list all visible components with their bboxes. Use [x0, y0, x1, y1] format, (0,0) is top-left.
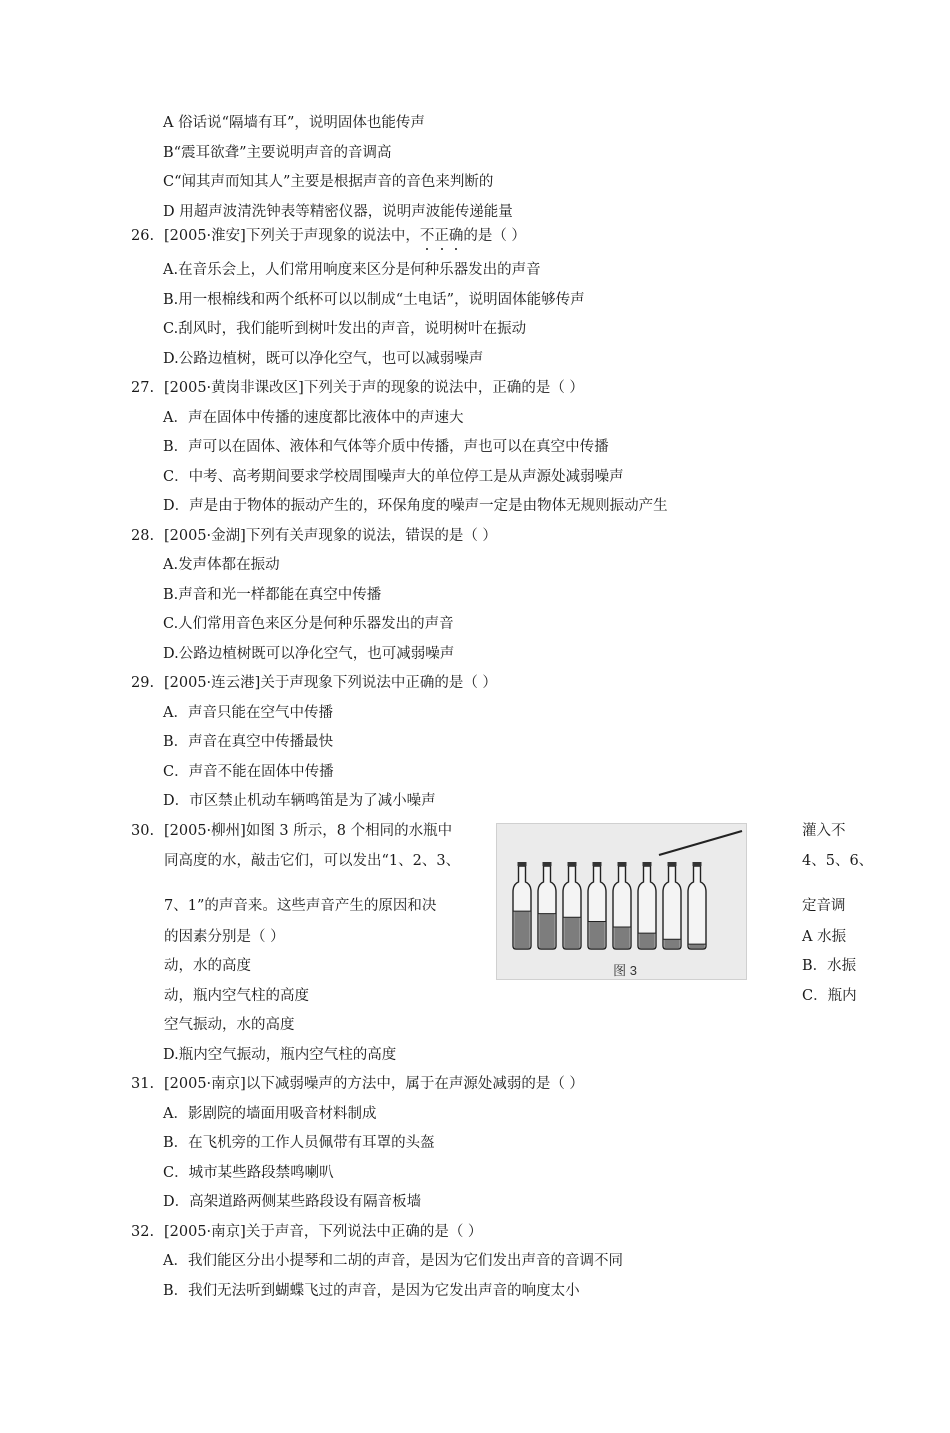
bottles-illustration [497, 824, 746, 979]
water-fill [539, 914, 555, 948]
q27-option-c: C．中考、高考期间要求学校周围噪声大的单位停工是从声源处减弱噪声 [163, 469, 624, 485]
q26-option-c: C.刮风时，我们能听到树叶发出的声音，说明树叶在振动 [163, 321, 527, 337]
q31-option-c: C．城市某些路段禁鸣喇叭 [163, 1165, 334, 1181]
q26-stem-post: 的是（ ） [463, 228, 526, 244]
q25-option-d: D 用超声波清洗钟表等精密仪器，说明声波能传递能量 [163, 204, 513, 220]
q30-line-4: 的因素分别是（ ） [164, 929, 285, 945]
emphasis-char: 确 [449, 225, 464, 247]
q30-right-2: 4、5、6、 [802, 853, 874, 869]
q29-option-b: B．声音在真空中传播最快 [163, 734, 334, 750]
q28-option-d: D.公路边植树既可以净化空气，也可减弱噪声 [163, 646, 455, 662]
q26-option-b: B.用一根棉线和两个纸杯可以以制成“土电话”，说明固体能够传声 [163, 292, 585, 308]
q32-stem: [2005·南京]关于声音，下列说法中正确的是（ ） [164, 1224, 483, 1240]
water-fill [639, 933, 655, 948]
bottle-lip [543, 862, 552, 866]
bottle [638, 862, 656, 949]
q28-option-b: B.声音和光一样都能在真空中传播 [163, 587, 382, 603]
bottle [588, 862, 606, 949]
bottle [538, 862, 556, 949]
q30-line-2: 同高度的水，敲击它们，可以发出“1、2、3、 [164, 853, 461, 869]
q30-line-1: [2005·柳州]如图 3 所示，8 个相同的水瓶中 [164, 823, 453, 839]
q28-option-c: C.人们常用音色来区分是何种乐器发出的声音 [163, 616, 454, 632]
q27-number: 27. [131, 380, 155, 396]
q30-right-3: 定音调 [802, 898, 846, 914]
water-fill [589, 922, 605, 948]
q29-stem: [2005·连云港]关于声现象下列说法中正确的是（ ） [164, 675, 497, 691]
q26-option-d: D.公路边植树，既可以净化空气，也可以减弱噪声 [163, 351, 484, 367]
bottle-lip [643, 862, 652, 866]
bottle [513, 862, 531, 949]
q25-option-a: A 俗话说“隔墙有耳”，说明固体也能传声 [163, 115, 425, 131]
bottle-row [513, 862, 706, 949]
figure-caption: 图 3 [613, 963, 637, 978]
bottle-outline [663, 866, 681, 949]
q30-line-3: 7、1”的声音来。这些声音产生的原因和决 [164, 898, 437, 914]
bottle-lip [668, 862, 677, 866]
q30-line-7: 空气振动，水的高度 [164, 1017, 295, 1033]
q28-option-a: A.发声体都在振动 [163, 557, 280, 573]
q32-option-b: B．我们无法听到蝴蝶飞过的声音，是因为它发出声音的响度太小 [163, 1283, 580, 1299]
q30-line-8: D.瓶内空气振动，瓶内空气柱的高度 [163, 1047, 397, 1063]
bottle-lip [518, 862, 527, 866]
q26-option-a: A.在音乐会上，人们常用响度来区分是何种乐器发出的声音 [163, 262, 541, 278]
q30-right-5: B．水振 [802, 958, 857, 974]
q28-number: 28. [131, 528, 155, 544]
q31-number: 31. [131, 1076, 155, 1092]
bottle [613, 862, 631, 949]
q27-option-b: B．声可以在固体、液体和气体等介质中传播，声也可以在真空中传播 [163, 439, 609, 455]
bottle [688, 862, 706, 949]
q29-option-a: A．声音只能在空气中传播 [163, 705, 333, 721]
bottle [663, 862, 681, 949]
q26-number: 26. [131, 228, 155, 244]
bottle-lip [618, 862, 627, 866]
q30-right-6: C．瓶内 [802, 988, 857, 1004]
q30-number: 30. [131, 823, 155, 839]
water-fill [614, 927, 630, 948]
q26-stem-emphasis [420, 228, 464, 244]
water-fill [514, 911, 530, 948]
q31-option-b: B．在飞机旁的工作人员佩带有耳罩的头盔 [163, 1135, 435, 1151]
q31-option-d: D．高架道路两侧某些路段设有隔音板墙 [163, 1194, 422, 1210]
figure-3-bottles [496, 823, 747, 980]
water-fill [689, 944, 705, 948]
q31-option-a: A．影剧院的墙面用吸音材料制成 [163, 1106, 377, 1122]
q29-option-d: D．市区禁止机动车辆鸣笛是为了减小噪声 [163, 793, 436, 809]
emphasis-char: 正 [434, 225, 449, 247]
striking-rod [659, 831, 742, 855]
q27-option-a: A．声在固体中传播的速度都比液体中的声速大 [163, 410, 464, 426]
bottle-outline [688, 866, 706, 949]
bottle [563, 862, 581, 949]
emphasis-char: 不 [420, 225, 435, 247]
q27-option-d: D．声是由于物体的振动产生的，环保角度的噪声一定是由物体无规则振动产生 [163, 498, 668, 514]
q25-option-b: B“震耳欲聋”主要说明声音的音调高 [163, 145, 392, 161]
bottle-lip [693, 862, 702, 866]
q26-stem [164, 225, 526, 247]
q28-stem: [2005·金湖]下列有关声现象的说法，错误的是（ ） [164, 528, 497, 544]
q32-number: 32. [131, 1224, 155, 1240]
water-fill [664, 939, 680, 948]
q30-right-4: A 水振 [802, 929, 847, 945]
q26-stem-pre: [2005·淮安]下列关于声现象的说法中， [164, 228, 420, 244]
q30-line-5: 动，水的高度 [164, 958, 251, 974]
q31-stem: [2005·南京]以下减弱噪声的方法中，属于在声源处减弱的是（ ） [164, 1076, 584, 1092]
q32-option-a: A．我们能区分出小提琴和二胡的声音，是因为它们发出声音的音调不同 [163, 1253, 623, 1269]
q29-option-c: C．声音不能在固体中传播 [163, 764, 334, 780]
bottle-lip [593, 862, 602, 866]
q25-option-c: C“闻其声而知其人”主要是根据声音的音色来判断的 [163, 174, 494, 190]
q29-number: 29. [131, 675, 155, 691]
q30-right-1: 灌入不 [802, 823, 846, 839]
q27-stem: [2005·黄岗非课改区]下列关于声的现象的说法中，正确的是（ ） [164, 380, 584, 396]
water-fill [564, 917, 580, 948]
bottle-lip [568, 862, 577, 866]
q30-line-6: 动，瓶内空气柱的高度 [164, 988, 309, 1004]
